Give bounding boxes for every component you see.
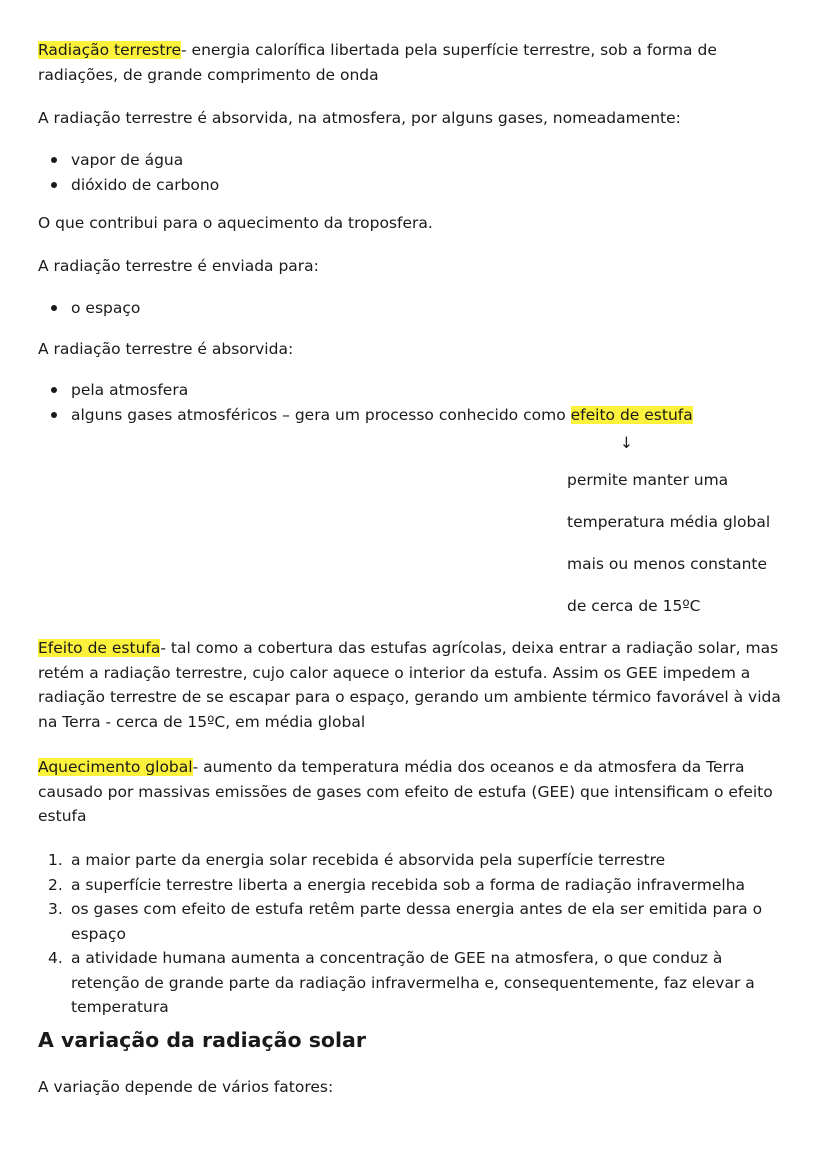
highlight-term: Radiação terrestre xyxy=(38,41,182,59)
list-item: pela atmosfera xyxy=(38,378,783,403)
bullet-list-gases xyxy=(38,148,783,197)
side-note-line: permite manter uma xyxy=(567,471,729,489)
list-item: dióxido de carbono xyxy=(38,173,783,198)
bullet-list-espaco xyxy=(38,296,783,321)
list-item: 3. os gases com efeito de estufa retêm parte dessa energia antes de ela ser emitida para o espaço xyxy=(48,900,763,943)
paragraph-efeito-estufa: Efeito de estufa- tal como a cobertura das estufas agrícolas, deixa entrar a radiação solar, mas retém a radiação terrestre, cujo calor aquece o interior da estufa. Assim os GEE impedem a radiação terrestre de se escapar para o espaço, gerando um ambiente térmico favorável à vida na Terra - cerca de 15ºC, em média global xyxy=(38,639,781,731)
side-note-line: temperatura média global xyxy=(567,513,771,531)
highlight-term: efeito de estufa xyxy=(570,405,693,424)
paragraph-radiacao-terrestre: Radiação terrestre- energia calorífica libertada pela superfície terrestre, sob a forma de radiações, de grande comprimento de onda xyxy=(38,41,717,84)
highlight-term: Aquecimento global xyxy=(38,758,193,776)
numbered-list xyxy=(38,848,783,1020)
paragraph-absorvida: A radiação terrestre é absorvida: xyxy=(38,340,294,358)
paragraph-variacao: A variação depende de vários fatores: xyxy=(38,1078,334,1096)
down-arrow-icon: ↓ xyxy=(620,434,633,452)
list-item: 1. a maior parte da energia solar recebida é absorvida pela superfície terrestre xyxy=(48,851,666,869)
list-item: alguns gases atmosféricos – gera um processo conhecido como efeito de estufa xyxy=(38,403,783,428)
side-note-line: de cerca de 15ºC xyxy=(567,597,701,615)
list-item: 4. a atividade humana aumenta a concentração de GEE na atmosfera, o que conduz à retenção de grande parte da radiação infravermelha e, consequentemente, faz elevar a temperatura xyxy=(48,949,755,1016)
highlight-term: Efeito de estufa xyxy=(38,639,161,657)
section-heading: A variação da radiação solar xyxy=(38,1028,366,1052)
paragraph-troposfera: O que contribui para o aquecimento da troposfera. xyxy=(38,214,433,232)
list-item: vapor de água xyxy=(38,148,783,173)
paragraph-absorvida-gases: A radiação terrestre é absorvida, na atmosfera, por alguns gases, nomeadamente: xyxy=(38,109,681,127)
bullet-list-absorvida xyxy=(38,378,783,427)
list-item: 2. a superfície terrestre liberta a energia recebida sob a forma de radiação infravermelha xyxy=(48,875,746,894)
side-note-line: mais ou menos constante xyxy=(567,555,768,573)
paragraph-aquecimento-global: Aquecimento global- aumento da temperatura média dos oceanos e da atmosfera da Terra causado por massivas emissões de gases com efeito de estufa (GEE) que intensificam o efeito estufa xyxy=(38,758,773,825)
list-item: o espaço xyxy=(38,296,783,321)
paragraph-enviada-para: A radiação terrestre é enviada para: xyxy=(38,257,319,275)
